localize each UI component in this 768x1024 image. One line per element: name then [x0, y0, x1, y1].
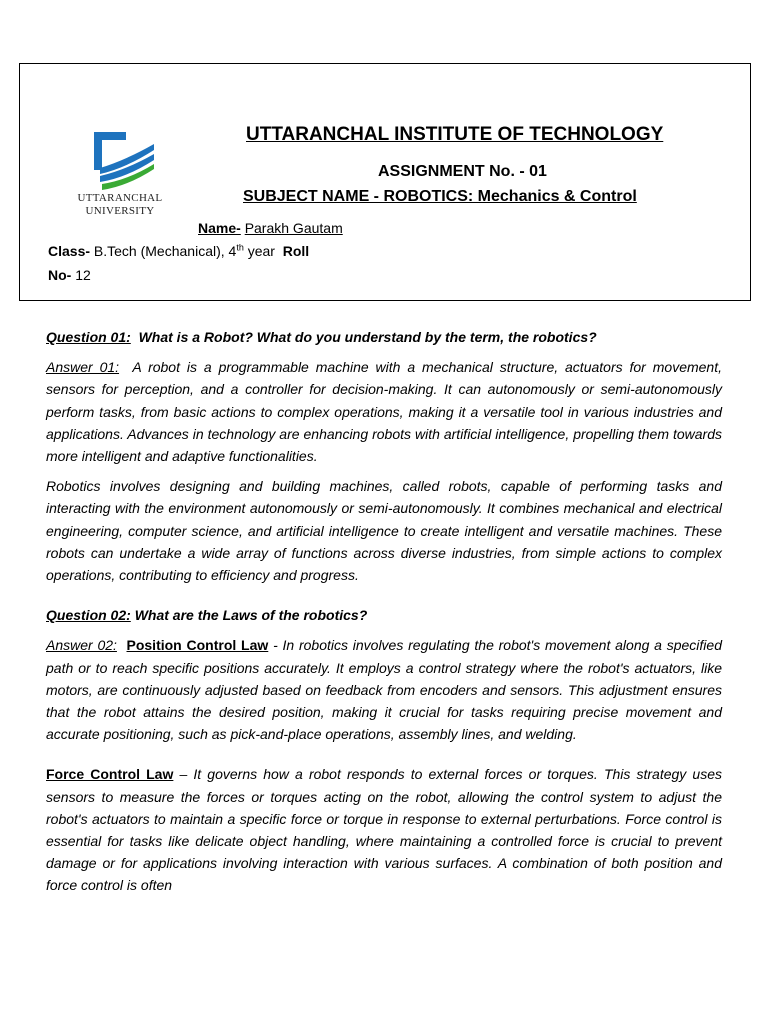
- answer-01-label: Answer 01:: [46, 359, 120, 376]
- document-body: [46, 326, 722, 897]
- roll-number-line: [48, 267, 91, 283]
- roll-label: Roll: [282, 243, 310, 259]
- student-name-line: [198, 220, 343, 236]
- question-02: [46, 604, 722, 626]
- subject-name: SUBJECT NAME - ROBOTICS: Mechanics & Control: [243, 188, 637, 205]
- no-label: No-: [48, 267, 72, 283]
- class-value-year: year: [247, 243, 275, 259]
- question-01-label: Question 01:: [46, 329, 131, 345]
- answer-02-paragraph-2: [46, 763, 722, 896]
- answer-02-label: Answer 02:: [46, 637, 117, 654]
- no-value: 12: [75, 267, 91, 283]
- answer-01-text-1: A robot is a programmable machine with a mechanical structure, actuators for movement, sensors for perception, and a controller for decision-making. It can autonomously or semi-autonomously perform tasks, from basic actions to complex operations, making it a versatile tool in various industries and applications. Advances in technology are enhancing robots with artificial intelligence, propelling them towards more intelligent and adaptive functionalities.: [46, 359, 722, 465]
- question-01: [46, 326, 722, 348]
- university-logo: [58, 130, 182, 222]
- law-2-title: Force Control Law: [46, 766, 174, 783]
- answer-01-paragraph-2: Robotics involves designing and building machines, called robots, capable of performing tasks and interacting with the environment autonomously or semi-autonomously. It combines mechanical and electrical engineering, computer science, and artificial intelligence to create intelligent and versatile machines. These robots can undertake a wide array of functions across diverse industries, from simple actions to complex operations, contributing to efficiency and progress.: [46, 478, 722, 584]
- class-line: [48, 243, 309, 259]
- answer-02-paragraph-1: [46, 634, 722, 745]
- logo-text-line1: UTTARANCHAL: [77, 192, 163, 204]
- institute-title: UTTARANCHAL INSTITUTE OF TECHNOLOGY: [246, 124, 664, 145]
- name-value: Parakh Gautam: [244, 220, 343, 236]
- answer-01-paragraph-1: [46, 356, 722, 467]
- class-sup: th: [236, 242, 244, 253]
- class-value: B.Tech (Mechanical), 4: [93, 243, 237, 259]
- law-1-text: - In robotics involves regulating the robot's movement along a specified path or to reach specific positions accurately. It employs a control strategy where the robot's actuators, like motors, are continuously adjusted based on feedback from encoders and sensors. This adjustment ensures that the robot attains the desired position, making it crucial for tasks requiring precise movement and accurate positioning, such as pick-and-place operations, assembly lines, and welding.: [46, 637, 722, 743]
- assignment-number: ASSIGNMENT No. - 01: [378, 163, 547, 180]
- question-02-text: What are the Laws of the robotics?: [134, 607, 368, 624]
- logo-emblem-icon: [92, 130, 158, 192]
- law-1-title: Position Control Law: [126, 637, 269, 654]
- law-2-text: – It governs how a robot responds to external forces or torques. This strategy uses sensors to measure the forces or torques acting on the robot, allowing the control system to adjust the robot's actuators to maintain a specific force or torque in response to external perturbations. Force control is essential for tasks like delicate object handling, where maintaining a controlled force is crucial to prevent damage or for applications involving interaction with various surfaces. A combination of both position and force control is often: [46, 766, 723, 894]
- name-label: Name-: [198, 220, 241, 236]
- class-label: Class-: [48, 243, 91, 259]
- question-01-text: What is a Robot? What do you understand by the term, the robotics?: [138, 329, 597, 345]
- question-02-label: Question 02:: [46, 607, 131, 624]
- logo-text-line2: UNIVERSITY: [85, 205, 155, 217]
